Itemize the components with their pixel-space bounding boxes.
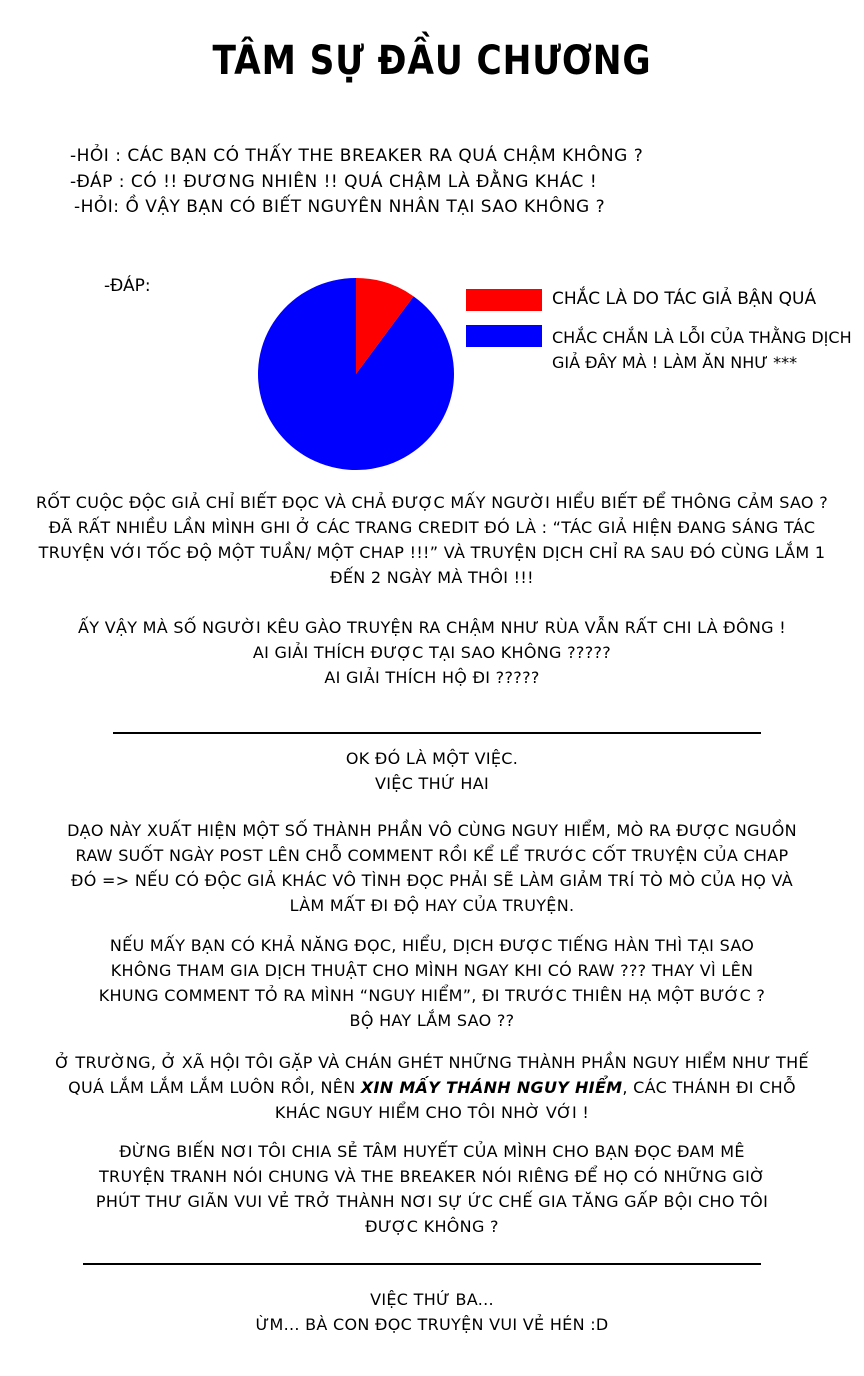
paragraph-4 (0, 933, 864, 1033)
paragraph-4-line: NẾU MẤY BẠN CÓ KHẢ NĂNG ĐỌC, HIỂU, DỊCH ĐƯỢC TIẾNG HÀN THÌ TẠI SAO (109, 936, 755, 955)
paragraph-3-line: ĐÓ => NẾU CÓ ĐỘC GIẢ KHÁC VÔ TÌNH ĐỌC PHẢI SẼ LÀM GIẢM TRÍ TÒ MÒ CỦA HỌ VÀ (71, 871, 793, 890)
section-3-line: VIỆC THỨ BA... (370, 1290, 494, 1309)
legend-label-blue-line1: CHẮC CHẮN LÀ LỖI CỦA THẰNG DỊCH (552, 328, 852, 347)
answer-label: -ĐÁP: (104, 276, 151, 296)
divider-1 (113, 732, 761, 734)
paragraph-2 (0, 615, 864, 690)
paragraph-5-line: KHÁC NGUY HIỂM CHO TÔI NHỜ VỚI ! (274, 1103, 590, 1122)
legend-label-red: CHẮC LÀ DO TÁC GIẢ BẬN QUÁ (552, 289, 817, 309)
paragraph-6-line: ĐƯỢC KHÔNG ? (365, 1217, 499, 1236)
paragraph-6-line: TRUYỆN TRANH NÓI CHUNG VÀ THE BREAKER NÓI RIÊNG ĐỂ HỌ CÓ NHỮNG GIỜ (98, 1167, 766, 1186)
legend-swatch-red (466, 289, 542, 311)
paragraph-6-line: ĐỪNG BIẾN NƠI TÔI CHIA SẺ TÂM HUYẾT CỦA MÌNH CHO BẠN ĐỌC ĐAM MÊ (119, 1142, 745, 1161)
paragraph-1-line: ĐẾN 2 NGÀY MÀ THÔI !!! (330, 568, 534, 587)
paragraph-4-line: KHUNG COMMENT TỎ RA MÌNH “NGUY HIỂM”, ĐI TRƯỚC THIÊN HẠ MỘT BƯỚC ? (98, 986, 766, 1005)
section-3-line: ỪM... BÀ CON ĐỌC TRUYỆN VUI VẺ HÉN :D (255, 1315, 609, 1334)
section-2-heading-line: VIỆC THỨ HAI (375, 774, 489, 793)
divider-2 (83, 1263, 761, 1265)
section-2-heading (0, 746, 864, 796)
question-2: -HỎI: Ồ VẬY BẠN CÓ BIẾT NGUYÊN NHÂN TẠI SAO KHÔNG ? (74, 197, 606, 217)
pie-chart (256, 277, 456, 471)
paragraph-3-line: DẠO NÀY XUẤT HIỆN MỘT SỐ THÀNH PHẦN VÔ CÙNG NGUY HIỂM, MÒ RA ĐƯỢC NGUỒN (67, 821, 797, 840)
paragraph-1-line: ĐÃ RẤT NHIỀU LẦN MÌNH GHI Ở CÁC TRANG CREDIT ĐÓ LÀ : “TÁC GIẢ HIỆN ĐANG SÁNG TÁC (48, 518, 816, 537)
paragraph-3-line: LÀM MẤT ĐI ĐỘ HAY CỦA TRUYỆN. (289, 896, 575, 915)
paragraph-6-line: PHÚT THƯ GIÃN VUI VẺ TRỞ THÀNH NƠI SỰ ỨC CHẾ GIA TĂNG GẤP BỘI CHO TÔI (95, 1192, 769, 1211)
paragraph-1 (0, 490, 864, 590)
paragraph-1-line: TRUYỆN VỚI TỐC ĐỘ MỘT TUẦN/ MỘT CHAP !!!” VÀ TRUYỆN DỊCH CHỈ RA SAU ĐÓ CÙNG LẮM 1 (38, 543, 826, 562)
answer-1: -ĐÁP : CÓ !! ĐƯƠNG NHIÊN !! QUÁ CHẬM LÀ ĐẰNG KHÁC ! (70, 172, 598, 192)
paragraph-2-line: AI GIẢI THÍCH ĐƯỢC TẠI SAO KHÔNG ????? (252, 643, 612, 662)
paragraph-5 (0, 1050, 864, 1125)
page-title: TÂM SỰ ĐẦU CHƯƠNG (212, 38, 652, 84)
paragraph-1-line: RỐT CUỘC ĐỘC GIẢ CHỈ BIẾT ĐỌC VÀ CHẢ ĐƯỢC MẤY NGƯỜI HIỂU BIẾT ĐỂ THÔNG CẢM SAO ? (36, 493, 828, 512)
paragraph-3-line: RAW SUỐT NGÀY POST LÊN CHỖ COMMENT RỒI KỂ LỂ TRƯỚC CỐT TRUYỆN CỦA CHAP (75, 846, 789, 865)
legend-label-blue-line2: GIẢ ĐÂY MÀ ! LÀM ĂN NHƯ *** (552, 353, 798, 372)
section-3 (0, 1287, 864, 1337)
paragraph-6 (0, 1139, 864, 1239)
paragraph-5-line (0, 1075, 864, 1100)
paragraph-4-line: KHÔNG THAM GIA DỊCH THUẬT CHO MÌNH NGAY KHI CÓ RAW ??? THAY VÌ LÊN (110, 961, 754, 980)
paragraph-4-line: BỘ HAY LẮM SAO ?? (349, 1011, 515, 1030)
paragraph-3 (0, 818, 864, 918)
paragraph-5-line: Ở TRƯỜNG, Ở XÃ HỘI TÔI GẶP VÀ CHÁN GHÉT NHỮNG THÀNH PHẦN NGUY HIỂM NHƯ THẾ (55, 1053, 809, 1072)
paragraph-5-text: , CÁC THÁNH ĐI CHỖ (622, 1078, 796, 1097)
section-2-heading-line: OK ĐÓ LÀ MỘT VIỆC. (345, 749, 519, 768)
paragraph-5-emphasis: XIN MẤY THÁNH NGUY HIỂM (360, 1078, 623, 1097)
paragraph-5-text: QUÁ LẮM LẮM LẮM LUÔN RỒI, NÊN (68, 1078, 361, 1097)
paragraph-2-line: AI GIẢI THÍCH HỘ ĐI ????? (324, 668, 540, 687)
question-1: -HỎI : CÁC BẠN CÓ THẤY THE BREAKER RA QUÁ CHẬM KHÔNG ? (70, 146, 644, 166)
legend-swatch-blue (466, 325, 542, 347)
paragraph-2-line: ẤY VẬY MÀ SỐ NGƯỜI KÊU GÀO TRUYỆN RA CHẬM NHƯ RÙA VẪN RẤT CHI LÀ ĐÔNG ! (78, 618, 786, 637)
